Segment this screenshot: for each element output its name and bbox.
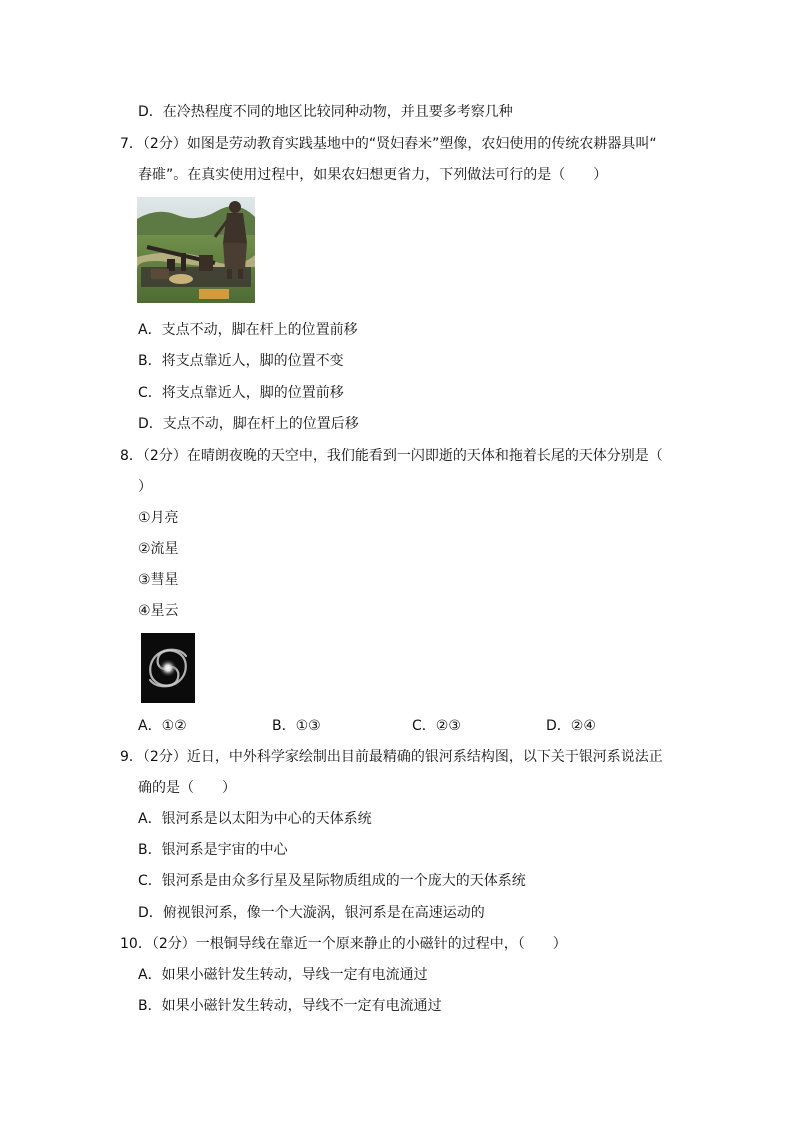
q8-stem-line1: 8．（2分）在晴朗夜晚的天空中，我们能看到一闪即逝的天体和拖着长尾的天体分别是（: [120, 448, 663, 464]
q8-option-d: D．②④: [546, 718, 596, 734]
q7-option-b: B．将支点靠近人，脚的位置不变: [138, 353, 344, 369]
q8-item-1: ①月亮: [138, 510, 179, 526]
q7-statue-figure: [137, 197, 255, 303]
q8-item-3: ③彗星: [138, 572, 179, 588]
q7-stem-line2: 舂碓”。在真实使用过程中，如果农妇想更省力，下列做法可行的是（ ）: [138, 167, 608, 183]
q10-stem-line1: 10．（2分）一根铜导线在靠近一个原来静止的小磁针的过程中，（ ）: [120, 936, 567, 952]
q7-option-a: A．支点不动，脚在杆上的位置前移: [138, 322, 358, 338]
q9-stem-line1: 9．（2分）近日，中外科学家绘制出目前最精确的银河系结构图，以下关于银河系说法正: [120, 749, 663, 765]
q8-option-c: C．②③: [412, 718, 461, 734]
spiral-galaxy-illustration: [141, 633, 195, 703]
q7-option-d: D．支点不动，脚在杆上的位置后移: [138, 416, 359, 432]
q6-option-d: D．在冷热程度不同的地区比较同种动物，并且要多考察几种: [138, 104, 513, 120]
q9-option-b: B．银河系是宇宙的中心: [138, 842, 288, 858]
q8-option-b: B．①③: [272, 718, 321, 734]
q8-option-a: A．①②: [138, 718, 187, 734]
q9-stem-line2: 确的是（ ）: [138, 780, 236, 796]
q10-option-b: B．如果小磁针发生转动，导线不一定有电流通过: [138, 998, 442, 1014]
q10-option-a: A．如果小磁针发生转动，导线一定有电流通过: [138, 967, 428, 983]
q8-options-row: [138, 716, 658, 736]
q7-stem-line1: 7．（2分）如图是劳动教育实践基地中的“贤妇舂米”塑像，农妇使用的传统农耕器具叫“: [120, 136, 657, 152]
q9-option-a: A．银河系是以太阳为中心的天体系统: [138, 811, 372, 827]
q8-galaxy-figure: [141, 633, 195, 703]
q8-stem-line2: ）: [138, 479, 152, 495]
q8-item-2: ②流星: [138, 541, 179, 557]
q7-option-c: C．将支点靠近人，脚的位置前移: [138, 385, 344, 401]
q8-item-4: ④星云: [138, 603, 179, 619]
q9-option-c: C．银河系是由众多行星及星际物质组成的一个庞大的天体系统: [138, 873, 526, 889]
q9-option-d: D．俯视银河系，像一个大漩涡，银河系是在高速运动的: [138, 905, 485, 921]
statue-photo-illustration: [137, 197, 255, 303]
